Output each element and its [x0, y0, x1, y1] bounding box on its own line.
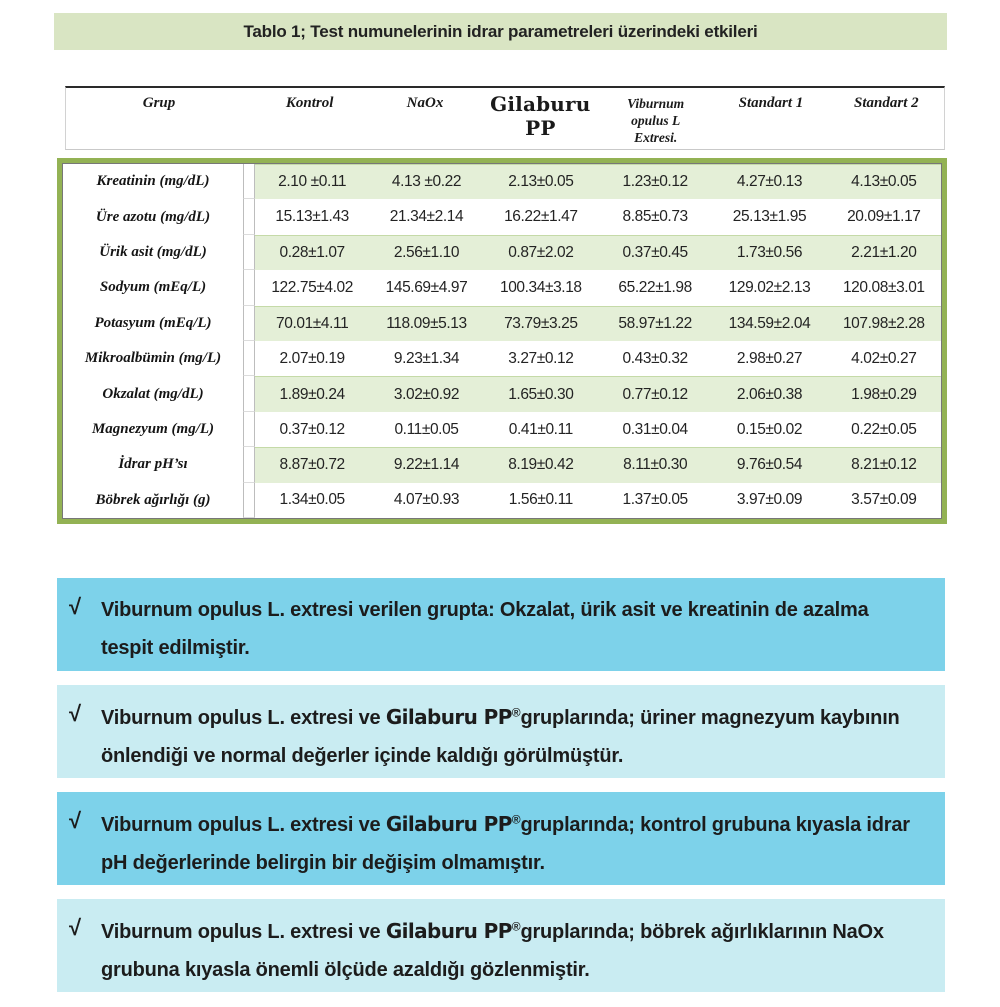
value-cell: 100.34±3.18 [484, 270, 598, 305]
table-title: Tablo 1; Test numunelerinin idrar parametreleri üzerindeki etkileri [243, 21, 758, 41]
value-cell: 2.10 ±0.11 [255, 164, 369, 199]
value-cell: 2.98±0.27 [712, 341, 826, 376]
value-cell: 1.73±0.56 [712, 235, 826, 270]
callout-text [101, 591, 925, 667]
label-gutter [243, 341, 255, 376]
label-gutter [243, 235, 255, 270]
row-label: Kreatinin (mg/dL) [63, 164, 243, 199]
column-header [66, 88, 252, 149]
row-values [255, 306, 941, 341]
callout-segment: Viburnum opulus L. extresi ve [101, 707, 386, 729]
value-cell: 0.15±0.02 [712, 412, 826, 447]
value-cell: 4.07±0.93 [369, 483, 483, 518]
check-icon: √ [69, 915, 82, 940]
callout-box [57, 792, 945, 885]
value-cell: 0.43±0.32 [598, 341, 712, 376]
value-cell: 8.85±0.73 [598, 199, 712, 234]
label-gutter [243, 270, 255, 305]
value-cell: 20.09±1.17 [827, 199, 941, 234]
column-header [829, 88, 944, 149]
label-gutter [243, 306, 255, 341]
table-row [63, 447, 941, 482]
value-cell: 73.79±3.25 [484, 306, 598, 341]
row-label: İdrar pH’sı [63, 447, 243, 482]
registered-trademark-symbol: ® [511, 812, 521, 827]
row-label: Mikroalbümin (mg/L) [63, 341, 243, 376]
value-cell: 4.27±0.13 [712, 164, 826, 199]
value-cell: 21.34±2.14 [369, 199, 483, 234]
value-cell: 145.69±4.97 [369, 270, 483, 305]
column-header-label: Standart 2 [854, 95, 919, 111]
column-header-label: Kontrol [285, 95, 334, 111]
column-header-label: Gilaburu PP [490, 92, 591, 140]
column-header-label: Grup [142, 95, 176, 111]
label-gutter [243, 412, 255, 447]
value-cell: 122.75±4.02 [255, 270, 369, 305]
value-cell: 9.22±1.14 [369, 447, 483, 482]
callout-box [57, 899, 945, 992]
value-cell: 9.76±0.54 [712, 447, 826, 482]
value-cell: 15.13±1.43 [255, 199, 369, 234]
value-cell: 3.02±0.92 [369, 376, 483, 411]
value-cell: 129.02±2.13 [712, 270, 826, 305]
row-values [255, 376, 941, 411]
callout-text [101, 805, 925, 882]
table-row [63, 341, 941, 376]
row-label: Sodyum (mEq/L) [63, 270, 243, 305]
value-cell: 1.23±0.12 [598, 164, 712, 199]
table-row [63, 412, 941, 447]
row-label: Üre azotu (mg/dL) [63, 199, 243, 234]
value-cell: 3.27±0.12 [484, 341, 598, 376]
table-row [63, 164, 941, 199]
table-row [63, 270, 941, 305]
table-header-row [65, 86, 945, 150]
callout-segment: gruplarında; böbrek ağırlıklarının NaOx grubuna kıyasla önemli ölçüde azaldığı gözlenmiştir. [101, 921, 884, 981]
check-icon: √ [69, 701, 82, 726]
callout-segment: Viburnum opulus L. extresi ve [101, 814, 386, 836]
column-header-label: Viburnum opulus L Extresi. [627, 96, 685, 145]
row-values [255, 164, 941, 199]
callout-box [57, 578, 945, 671]
value-cell: 1.56±0.11 [484, 483, 598, 518]
label-gutter [243, 199, 255, 234]
value-cell: 25.13±1.95 [712, 199, 826, 234]
value-cell: 4.13 ±0.22 [369, 164, 483, 199]
value-cell: 0.37±0.45 [598, 235, 712, 270]
value-cell: 8.19±0.42 [484, 447, 598, 482]
callout-text [101, 912, 925, 989]
value-cell: 9.23±1.34 [369, 341, 483, 376]
value-cell: 3.97±0.09 [712, 483, 826, 518]
value-cell: 118.09±5.13 [369, 306, 483, 341]
row-label: Okzalat (mg/dL) [63, 376, 243, 411]
row-values [255, 199, 941, 234]
results-table [57, 158, 947, 524]
value-cell: 2.13±0.05 [484, 164, 598, 199]
value-cell: 1.34±0.05 [255, 483, 369, 518]
registered-trademark-symbol: ® [511, 919, 521, 934]
value-cell: 8.11±0.30 [598, 447, 712, 482]
value-cell: 1.65±0.30 [484, 376, 598, 411]
row-values [255, 341, 941, 376]
row-values [255, 483, 941, 518]
value-cell: 0.87±2.02 [484, 235, 598, 270]
column-header [252, 88, 367, 149]
value-cell: 2.07±0.19 [255, 341, 369, 376]
value-cell: 8.87±0.72 [255, 447, 369, 482]
value-cell: 4.13±0.05 [827, 164, 941, 199]
label-gutter [243, 164, 255, 199]
table-row [63, 376, 941, 411]
value-cell: 1.98±0.29 [827, 376, 941, 411]
row-label: Magnezyum (mg/L) [63, 412, 243, 447]
value-cell: 0.37±0.12 [255, 412, 369, 447]
value-cell: 1.89±0.24 [255, 376, 369, 411]
column-header [598, 88, 713, 149]
label-gutter [243, 483, 255, 518]
table-row [63, 199, 941, 234]
column-header-label: Standart 1 [738, 95, 804, 111]
value-cell: 0.77±0.12 [598, 376, 712, 411]
callout-segment: Viburnum opulus L. extresi ve [101, 921, 386, 943]
row-label: Ürik asit (mg/dL) [63, 235, 243, 270]
callout-box [57, 685, 945, 778]
brand-name: Gilaburu PP [385, 919, 512, 943]
value-cell: 58.97±1.22 [598, 306, 712, 341]
value-cell: 107.98±2.28 [827, 306, 941, 341]
column-header [713, 88, 828, 149]
value-cell: 0.22±0.05 [827, 412, 941, 447]
value-cell: 4.02±0.27 [827, 341, 941, 376]
callout-text [101, 698, 925, 775]
column-header [367, 88, 482, 149]
callout-segment: Viburnum opulus L. extresi verilen grupta: Okzalat, ürik asit ve kreatinin de azalma tespit edilmiştir. [101, 599, 869, 659]
brand-name: Gilaburu PP [385, 705, 512, 729]
check-icon: √ [69, 594, 82, 619]
brand-name: Gilaburu PP [385, 812, 512, 836]
value-cell: 2.21±1.20 [827, 235, 941, 270]
row-values [255, 270, 941, 305]
value-cell: 8.21±0.12 [827, 447, 941, 482]
row-values [255, 235, 941, 270]
column-header [483, 88, 598, 149]
value-cell: 16.22±1.47 [484, 199, 598, 234]
callout-segment: gruplarında; üriner magnezyum kaybının önlendiği ve normal değerler içinde kaldığı görülmüştür. [101, 707, 900, 767]
callout-segment: gruplarında; kontrol grubuna kıyasla idrar pH değerlerinde belirgin bir değişim olmamıştır. [101, 814, 910, 874]
value-cell: 70.01±4.11 [255, 306, 369, 341]
value-cell: 134.59±2.04 [712, 306, 826, 341]
row-label: Potasyum (mEq/L) [63, 306, 243, 341]
table-title-bar [54, 13, 947, 50]
label-gutter [243, 376, 255, 411]
table-row [63, 235, 941, 270]
row-label: Böbrek ağırlığı (g) [63, 483, 243, 518]
value-cell: 0.41±0.11 [484, 412, 598, 447]
value-cell: 0.11±0.05 [369, 412, 483, 447]
row-values [255, 412, 941, 447]
registered-trademark-symbol: ® [511, 705, 521, 720]
check-icon: √ [69, 808, 82, 833]
results-table-body [62, 163, 942, 519]
value-cell: 0.31±0.04 [598, 412, 712, 447]
value-cell: 65.22±1.98 [598, 270, 712, 305]
table-row [63, 483, 941, 518]
table-row [63, 306, 941, 341]
label-gutter [243, 447, 255, 482]
value-cell: 120.08±3.01 [827, 270, 941, 305]
value-cell: 0.28±1.07 [255, 235, 369, 270]
value-cell: 2.56±1.10 [369, 235, 483, 270]
row-values [255, 447, 941, 482]
value-cell: 3.57±0.09 [827, 483, 941, 518]
value-cell: 2.06±0.38 [712, 376, 826, 411]
column-header-label: NaOx [406, 95, 444, 111]
value-cell: 1.37±0.05 [598, 483, 712, 518]
